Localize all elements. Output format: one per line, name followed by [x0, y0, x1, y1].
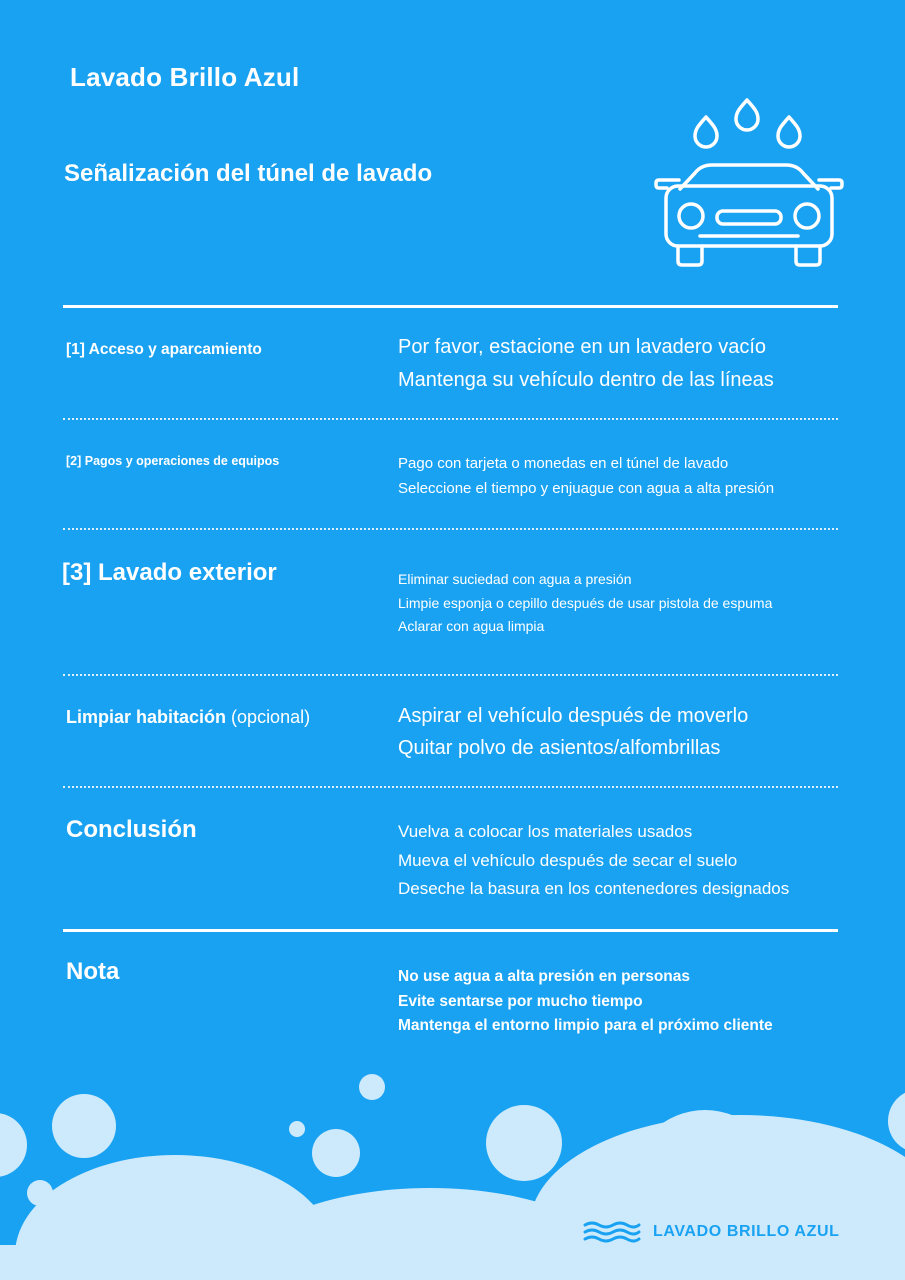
line: Aspirar el vehículo después de moverlo: [398, 705, 749, 727]
section-title: [66, 707, 310, 728]
dotted-divider: [63, 674, 838, 676]
line: Aclarar con agua limpia: [398, 618, 545, 634]
car-wash-icon: [650, 95, 850, 275]
section-title: Nota: [66, 958, 120, 985]
line: Mantenga el entorno limpio para el próximo cliente: [398, 1017, 773, 1034]
section-lines: [398, 331, 774, 397]
section-title: [2] Pagos y operaciones de equipos: [66, 454, 280, 468]
foam-bubbles: [0, 1060, 905, 1280]
section-lines: [398, 451, 774, 501]
line: Vuelva a colocar los materiales usados: [398, 822, 693, 841]
section-lines: [398, 700, 748, 764]
dotted-divider: [63, 528, 838, 530]
line: Evite sentarse por mucho tiempo: [398, 992, 643, 1010]
line: Mueva el vehículo después de secar el suelo: [398, 850, 738, 870]
waves-icon: [583, 1220, 641, 1244]
line: Seleccione el tiempo y enjuague con agua a alta presión: [398, 480, 775, 497]
divider: [63, 305, 838, 308]
line: Deseche la basura en los contenedores designados: [398, 879, 790, 898]
page-subtitle: Señalización del túnel de lavado: [64, 160, 433, 187]
line: Pago con tarjeta o monedas en el túnel de lavado: [398, 455, 729, 472]
section-lines: [398, 818, 789, 904]
line: Por favor, estacione en un lavadero vacío: [398, 336, 767, 358]
section-title: [3] Lavado exterior: [62, 559, 277, 586]
section-title-main: Limpiar habitación: [66, 707, 227, 727]
section-title: Conclusión: [66, 816, 197, 843]
section-lines: [398, 965, 773, 1039]
section-title: [1] Acceso y aparcamiento: [66, 341, 262, 358]
line: Eliminar suciedad con agua a presión: [398, 571, 632, 587]
section-title-note: (opcional): [231, 707, 311, 727]
brand-title: Lavado Brillo Azul: [70, 62, 300, 92]
dotted-divider: [63, 418, 838, 420]
divider: [63, 929, 838, 932]
section-lines: [398, 568, 772, 639]
line: Mantenga su vehículo dentro de las líneas: [398, 369, 774, 391]
line: No use agua a alta presión en personas: [398, 968, 691, 985]
dotted-divider: [63, 786, 838, 788]
line: Limpie esponja o cepillo después de usar pistola de espuma: [398, 594, 773, 611]
footer-brand: [583, 1220, 839, 1244]
line: Quitar polvo de asientos/alfombrillas: [398, 737, 721, 759]
footer-brand-text: LAVADO BRILLO AZUL: [653, 1223, 840, 1240]
